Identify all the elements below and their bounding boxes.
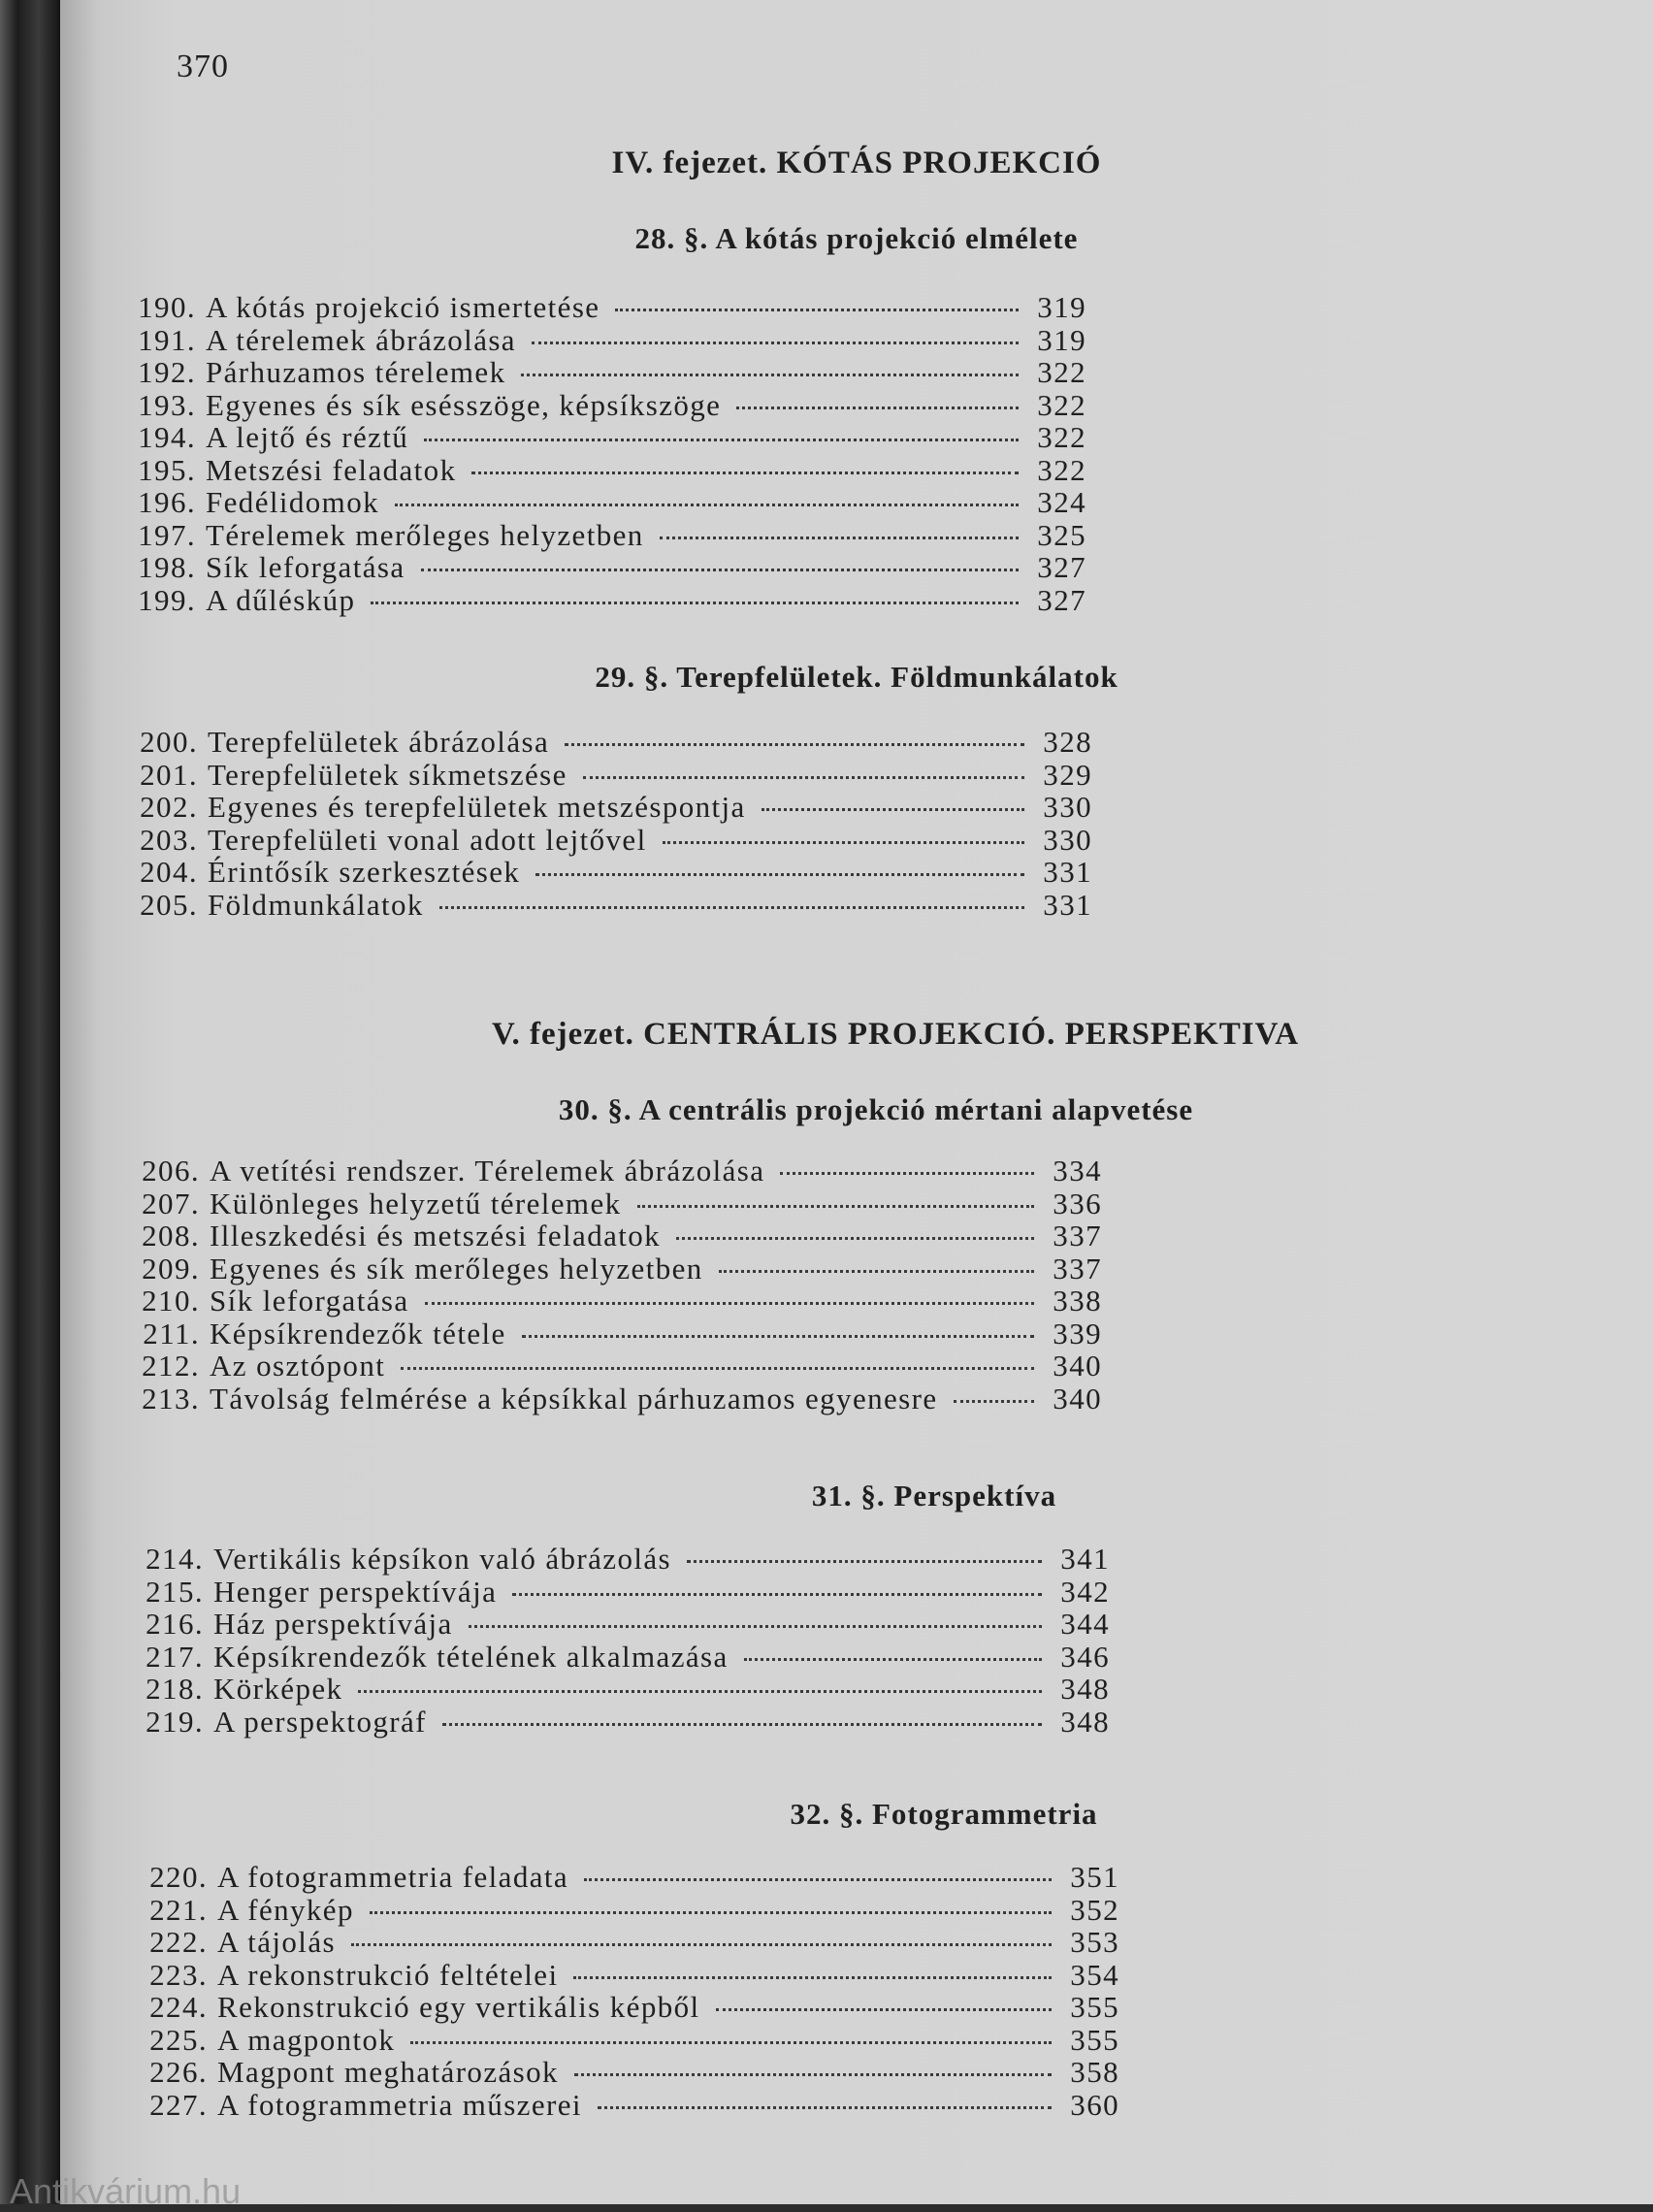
toc-entry-number: 203.	[140, 822, 198, 857]
page-number: 370	[177, 49, 229, 84]
toc-entry-title: Az osztópont	[210, 1349, 386, 1382]
toc-entry-page: 348	[1060, 1704, 1110, 1739]
toc-entry-title: Különleges helyzetű térelemek	[210, 1186, 622, 1220]
toc-entry-page: 331	[1043, 887, 1092, 922]
toc-entry	[128, 2024, 1119, 2057]
toc-entry	[116, 584, 1086, 617]
toc-entry-number: 201.	[140, 757, 198, 792]
toc-entry-title: Ház perspektívája	[213, 1607, 453, 1641]
toc-entry-title: A vetítési rendszer. Térelemek ábrázolása	[210, 1154, 765, 1187]
toc-dot-leader	[736, 401, 1019, 409]
toc-dot-leader	[598, 2100, 1052, 2109]
toc-entry-page: 337	[1053, 1251, 1102, 1285]
toc-entry-title: A fotogrammetria feladata	[217, 1860, 569, 1894]
toc-entry-page: 337	[1053, 1219, 1102, 1252]
toc-entry	[116, 291, 1086, 324]
toc-entry-title: A kótás projekció ismertetése	[206, 290, 600, 324]
toc-entry-page: 328	[1043, 725, 1092, 759]
toc-entry	[116, 389, 1086, 422]
toc-entry-page: 360	[1070, 2087, 1119, 2122]
toc-dot-leader	[351, 1937, 1052, 1946]
section-heading-28: 28. §. A kótás projekció elmélete	[634, 221, 1079, 255]
toc-entry	[116, 486, 1086, 519]
toc-entry-page: 327	[1037, 582, 1086, 617]
toc-entry	[128, 1926, 1119, 1959]
toc-entry-title: Terepfelületek síkmetszése	[208, 757, 567, 792]
toc-entry-title: Körképek	[213, 1672, 343, 1706]
toc-dot-leader	[522, 1329, 1034, 1338]
toc-entry	[120, 1285, 1102, 1317]
toc-entry-title: A térelemek ábrázolása	[206, 322, 516, 357]
toc-entry	[118, 726, 1092, 759]
toc-entry-number: 200.	[140, 725, 198, 759]
toc-entry	[118, 856, 1092, 889]
toc-entry-page: 339	[1053, 1316, 1102, 1350]
toc-entry-title: Térelemek merőleges helyzetben	[206, 517, 644, 552]
toc-entry-number: 227.	[149, 2087, 208, 2122]
toc-list-28	[116, 291, 1086, 616]
toc-dot-leader	[512, 1587, 1042, 1596]
toc-entry-number: 208.	[142, 1219, 200, 1252]
toc-entry-page: 355	[1070, 2022, 1119, 2057]
toc-entry-number: 194.	[138, 420, 196, 454]
toc-dot-leader	[716, 2002, 1052, 2011]
toc-entry-number: 215.	[146, 1574, 204, 1609]
toc-entry-number: 209.	[142, 1251, 200, 1285]
toc-entry-number: 195.	[138, 452, 196, 487]
toc-entry-number: 192.	[138, 355, 196, 389]
toc-entry	[128, 1894, 1119, 1927]
toc-dot-leader	[615, 303, 1019, 311]
toc-entry	[116, 356, 1086, 389]
toc-entry-page: 322	[1037, 420, 1086, 454]
toc-entry	[118, 889, 1092, 922]
toc-entry-title: Távolság felmérése a képsíkkal párhuzamos egyenesre	[210, 1381, 938, 1415]
toc-entry-page: 325	[1037, 517, 1086, 552]
toc-dot-leader	[954, 1394, 1034, 1403]
toc-entry-number: 198.	[138, 550, 196, 584]
toc-entry-number: 205.	[140, 887, 198, 922]
toc-dot-leader	[395, 498, 1019, 506]
toc-entry	[120, 1155, 1102, 1187]
toc-entry	[118, 759, 1092, 792]
toc-dot-leader	[687, 1554, 1042, 1563]
toc-entry	[124, 1673, 1110, 1706]
toc-entry-page: 338	[1053, 1284, 1102, 1317]
toc-entry-page: 319	[1037, 322, 1086, 357]
toc-entry-title: Fedélidomok	[206, 485, 379, 519]
toc-entry-title: Egyenes és sík merőleges helyzetben	[210, 1251, 703, 1285]
toc-entry-title: Földmunkálatok	[208, 887, 424, 922]
toc-entry-number: 225.	[149, 2022, 208, 2057]
toc-entry-number: 204.	[140, 855, 198, 889]
toc-dot-leader	[471, 466, 1019, 474]
toc-entry-page: 354	[1070, 1957, 1119, 1992]
toc-dot-leader	[469, 1619, 1042, 1628]
toc-dot-leader	[637, 1199, 1035, 1208]
toc-entry-page: 358	[1070, 2055, 1119, 2089]
toc-entry	[116, 421, 1086, 454]
toc-list-30	[120, 1155, 1102, 1415]
section-heading-32: 32. §. Fotogrammetria	[790, 1797, 1098, 1831]
toc-entry-title: Metszési feladatok	[206, 452, 457, 487]
toc-dot-leader	[719, 1264, 1034, 1273]
toc-list-29	[118, 726, 1092, 921]
toc-dot-leader	[676, 1231, 1034, 1240]
toc-entry-number: 197.	[138, 517, 196, 552]
toc-entry-number: 196.	[138, 485, 196, 519]
toc-entry-page: 351	[1070, 1860, 1119, 1894]
toc-dot-leader	[424, 433, 1019, 441]
toc-entry-title: Érintősík szerkesztések	[208, 855, 521, 889]
toc-entry-page: 327	[1037, 550, 1086, 584]
toc-entry-number: 213.	[142, 1381, 200, 1415]
toc-entry	[120, 1350, 1102, 1382]
toc-dot-leader	[663, 835, 1024, 844]
toc-entry-title: A fénykép	[217, 1892, 354, 1927]
toc-entry	[116, 454, 1086, 487]
toc-entry-title: Terepfelületi vonal adott lejtővel	[208, 822, 647, 857]
toc-entry-number: 190.	[138, 290, 196, 324]
toc-entry-page: 329	[1043, 757, 1092, 792]
toc-entry-title: A tájolás	[217, 1925, 336, 1959]
toc-entry	[124, 1608, 1110, 1641]
toc-entry-title: Terepfelületek ábrázolása	[208, 725, 550, 759]
toc-entry-title: A fotogrammetria műszerei	[217, 2087, 582, 2122]
toc-entry-page: 353	[1070, 1925, 1119, 1959]
toc-entry-title: A rekonstrukció feltételei	[217, 1957, 559, 1992]
toc-entry-number: 202.	[140, 790, 198, 824]
toc-entry-title: Képsíkrendezők tétele	[210, 1316, 506, 1350]
toc-list-32	[128, 1861, 1119, 2121]
toc-dot-leader	[425, 1296, 1034, 1305]
toc-entry-page: 352	[1070, 1892, 1119, 1927]
toc-dot-leader	[573, 1970, 1052, 1979]
toc-dot-leader	[371, 596, 1019, 604]
toc-entry-page: 355	[1070, 1990, 1119, 2024]
toc-entry-number: 191.	[138, 322, 196, 357]
toc-entry-number: 199.	[138, 582, 196, 617]
toc-entry-title: A dűléskúp	[206, 582, 356, 617]
toc-entry	[120, 1220, 1102, 1252]
toc-entry	[128, 1991, 1119, 2024]
toc-dot-leader	[442, 1717, 1042, 1726]
toc-entry-title: A lejtő és réztű	[206, 420, 409, 454]
toc-dot-leader	[762, 802, 1024, 811]
toc-entry-page: 346	[1060, 1639, 1110, 1674]
toc-entry	[118, 824, 1092, 857]
chapter-heading-iv: IV. fejezet. KÓTÁS PROJEKCIÓ	[611, 146, 1102, 180]
toc-entry-title: Illeszkedési és metszési feladatok	[210, 1219, 662, 1252]
toc-dot-leader	[744, 1652, 1042, 1661]
book-page	[60, 0, 1653, 2204]
toc-entry-title: Sík leforgatása	[210, 1284, 409, 1317]
toc-entry-page: 319	[1037, 290, 1086, 324]
toc-entry-page: 336	[1053, 1186, 1102, 1220]
toc-entry-page: 340	[1053, 1381, 1102, 1415]
toc-dot-leader	[439, 900, 1024, 909]
toc-entry	[124, 1641, 1110, 1674]
toc-entry-page: 322	[1037, 452, 1086, 487]
toc-dot-leader	[358, 1684, 1042, 1693]
toc-dot-leader	[584, 1872, 1052, 1881]
toc-entry-page: 341	[1060, 1542, 1110, 1576]
toc-entry	[120, 1252, 1102, 1285]
section-heading-31: 31. §. Perspektíva	[811, 1479, 1057, 1513]
toc-entry-number: 226.	[149, 2055, 208, 2089]
toc-entry	[116, 551, 1086, 584]
toc-entry-title: A magpontok	[217, 2022, 396, 2057]
toc-entry-page: 330	[1043, 790, 1092, 824]
toc-entry	[128, 2089, 1119, 2122]
toc-entry-title: Egyenes és sík esésszöge, képsíkszöge	[206, 387, 722, 422]
toc-dot-leader	[780, 1166, 1034, 1175]
toc-entry-number: 222.	[149, 1925, 208, 1959]
toc-entry	[118, 791, 1092, 824]
toc-entry-number: 211.	[143, 1316, 200, 1350]
toc-entry-page: 324	[1037, 485, 1086, 519]
section-heading-29: 29. §. Terepfelületek. Földmunkálatok	[595, 660, 1118, 694]
toc-entry	[128, 1959, 1119, 1992]
chapter-heading-v: V. fejezet. CENTRÁLIS PROJEKCIÓ. PERSPEKTIVA	[491, 1017, 1300, 1052]
section-heading-30: 30. §. A centrális projekció mértani alapvetése	[558, 1092, 1194, 1126]
toc-entry-number: 207.	[142, 1186, 200, 1220]
toc-entry-title: Rekonstrukció egy vertikális képből	[217, 1990, 700, 2024]
toc-entry-title: Párhuzamos térelemek	[206, 355, 506, 389]
toc-entry-number: 206.	[142, 1154, 200, 1187]
toc-entry	[128, 2056, 1119, 2089]
toc-entry-number: 212.	[142, 1349, 200, 1382]
toc-entry-number: 218.	[146, 1672, 204, 1706]
book-spine	[0, 0, 60, 2204]
toc-entry	[120, 1382, 1102, 1415]
toc-entry-title: Henger perspektívája	[213, 1574, 498, 1609]
toc-entry-number: 220.	[149, 1860, 208, 1894]
toc-entry-title: Képsíkrendezők tételének alkalmazása	[213, 1639, 729, 1674]
toc-dot-leader	[421, 563, 1019, 571]
toc-entry-page: 334	[1053, 1154, 1102, 1187]
toc-entry-number: 219.	[146, 1704, 204, 1739]
toc-entry	[124, 1543, 1110, 1576]
toc-entry-number: 223.	[149, 1957, 208, 1992]
toc-entry	[120, 1317, 1102, 1350]
toc-entry-title: Sík leforgatása	[206, 550, 405, 584]
toc-entry-page: 322	[1037, 355, 1086, 389]
toc-entry	[116, 324, 1086, 357]
toc-dot-leader	[565, 737, 1024, 746]
toc-entry-page: 340	[1053, 1349, 1102, 1382]
toc-entry-title: Egyenes és terepfelületek metszéspontja	[208, 790, 746, 824]
toc-entry-number: 214.	[146, 1542, 204, 1576]
toc-dot-leader	[660, 531, 1019, 539]
watermark: Antikvárium.hu	[10, 2171, 242, 2211]
toc-dot-leader	[401, 1361, 1034, 1370]
toc-entry-number: 221.	[149, 1892, 208, 1927]
toc-dot-leader	[574, 2067, 1052, 2076]
toc-entry-page: 344	[1060, 1607, 1110, 1641]
toc-entry-page: 322	[1037, 387, 1086, 422]
toc-entry-number: 217.	[146, 1639, 204, 1674]
toc-entry-title: Magpont meghatározások	[217, 2055, 559, 2089]
toc-entry-number: 216.	[146, 1607, 204, 1641]
toc-entry-number: 224.	[149, 1990, 208, 2024]
toc-list-31	[124, 1543, 1110, 1738]
toc-entry-page: 348	[1060, 1672, 1110, 1706]
toc-dot-leader	[370, 1905, 1052, 1914]
toc-entry	[124, 1576, 1110, 1609]
toc-entry	[120, 1187, 1102, 1220]
toc-entry-page: 330	[1043, 822, 1092, 857]
toc-entry-page: 342	[1060, 1574, 1110, 1609]
toc-entry	[124, 1706, 1110, 1739]
toc-dot-leader	[410, 2035, 1052, 2044]
toc-entry-number: 210.	[142, 1284, 200, 1317]
toc-entry-title: Vertikális képsíkon való ábrázolás	[213, 1542, 672, 1576]
toc-entry-title: A perspektográf	[213, 1704, 427, 1739]
toc-entry	[128, 1861, 1119, 1894]
toc-entry-number: 193.	[138, 387, 196, 422]
toc-dot-leader	[532, 336, 1019, 344]
toc-dot-leader	[521, 368, 1019, 376]
toc-dot-leader	[583, 770, 1024, 779]
toc-dot-leader	[535, 867, 1024, 876]
toc-entry-page: 331	[1043, 855, 1092, 889]
toc-entry	[116, 519, 1086, 552]
